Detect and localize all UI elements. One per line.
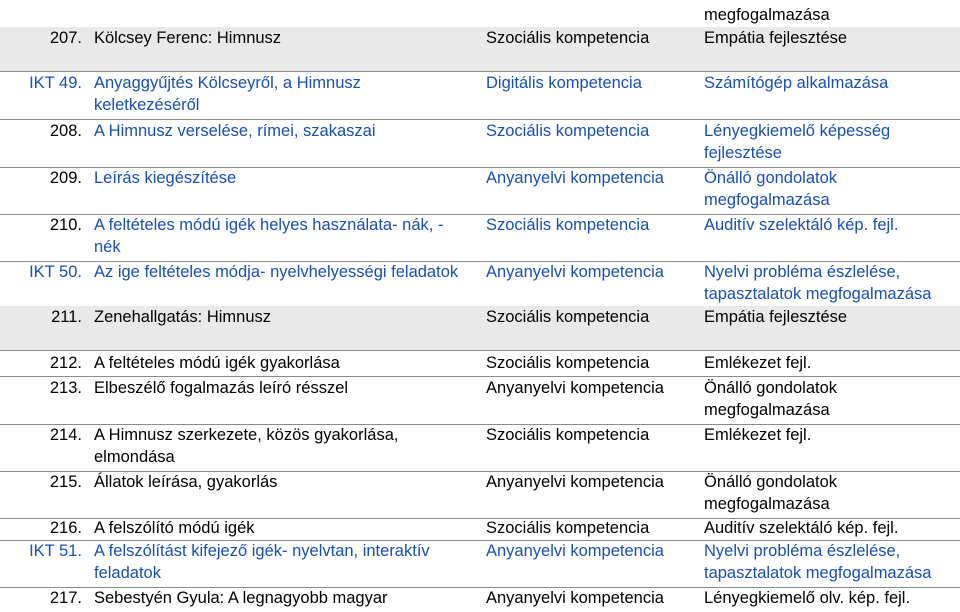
development-goal: Auditív szelektáló kép. fejl. [704, 519, 899, 537]
lesson-number: 216. [49, 519, 82, 537]
development-goal: Auditív szelektáló kép. fejl. [704, 216, 899, 234]
competence: Szociális kompetencia [486, 519, 650, 537]
lesson-title: A felszólítást kifejező igék- nyelvtan, interaktív feladatok [94, 542, 430, 582]
lesson-title: A feltételes módú igék gyakorlása [94, 354, 340, 372]
development-goal: megfogalmazása [704, 6, 830, 24]
competence: Szociális kompetencia [486, 122, 650, 140]
lesson-title: A felszólító módú igék [94, 519, 255, 537]
table-row [0, 587, 960, 612]
lesson-number: IKT 51. [29, 542, 82, 560]
lesson-number: 210. [49, 216, 82, 234]
lesson-title: Leírás kiegészítése [94, 169, 237, 187]
lesson-number: 211. [51, 308, 82, 326]
lesson-title: A Himnusz verselése, rímei, szakaszai [94, 122, 376, 140]
development-goal: Nyelvi probléma észlelése, tapasztalatok megfogalmazása [704, 542, 932, 582]
development-goal: Számítógép alkalmazása [704, 74, 889, 92]
table-row [0, 471, 960, 518]
lesson-number: IKT 49. [29, 74, 82, 92]
lesson-number: 209. [49, 169, 82, 187]
table-row [0, 352, 960, 376]
lesson-title: Zenehallgatás: Himnusz [94, 308, 272, 326]
competence: Szociális kompetencia [486, 29, 650, 47]
development-goal: Empátia fejlesztése [704, 308, 848, 326]
lesson-number: 214. [49, 426, 82, 444]
competence: Szociális kompetencia [486, 426, 650, 444]
table-row [0, 377, 960, 424]
table-row [0, 27, 960, 71]
competence: Anyanyelvi kompetencia [486, 589, 664, 607]
table-row [0, 261, 960, 308]
table-row [0, 120, 960, 167]
competence: Digitális kompetencia [486, 74, 642, 92]
lesson-title: Sebestyén Gyula: A legnagyobb magyar [94, 589, 388, 607]
lesson-title: A feltételes módú igék helyes használata- nák, -nék [94, 216, 444, 256]
development-goal: Emlékezet fejl. [704, 354, 812, 372]
competence: Anyanyelvi kompetencia [486, 263, 664, 281]
table-row [0, 424, 960, 471]
lesson-title: Kölcsey Ferenc: Himnusz [94, 29, 282, 47]
development-goal: Lényegkiemelő olv. kép. fejl. [704, 589, 911, 607]
row-separator [0, 350, 960, 351]
competence: Szociális kompetencia [486, 354, 650, 372]
development-goal: Önálló gondolatok megfogalmazása [704, 473, 838, 513]
lesson-title: Anyaggyűjtés Kölcseyről, a Himnusz keletkezéséről [94, 74, 361, 114]
table-row [0, 306, 960, 350]
table-row [0, 72, 960, 119]
lesson-number: IKT 50. [29, 263, 82, 281]
development-goal: Empátia fejlesztése [704, 29, 848, 47]
development-goal: Önálló gondolatok megfogalmazása [704, 379, 838, 419]
competence: Anyanyelvi kompetencia [486, 169, 664, 187]
lesson-title: A Himnusz szerkezete, közös gyakorlása, elmondása [94, 426, 399, 466]
lesson-title: Elbeszélő fogalmazás leíró résszel [94, 379, 349, 397]
lesson-number: 212. [49, 354, 82, 372]
table-row [0, 4, 960, 28]
development-goal: Lényegkiemelő képesség fejlesztése [704, 122, 891, 162]
competence: Szociális kompetencia [486, 308, 650, 326]
competence: Szociális kompetencia [486, 216, 650, 234]
lesson-title: Állatok leírása, gyakorlás [94, 473, 278, 491]
development-goal: Önálló gondolatok megfogalmazása [704, 169, 838, 209]
lesson-title: Az ige feltételes módja- nyelvhelyességi feladatok [94, 263, 459, 281]
table-row [0, 167, 960, 214]
development-goal: Emlékezet fejl. [704, 426, 812, 444]
table-row [0, 540, 960, 587]
lesson-number: 217. [49, 589, 82, 607]
lesson-number: 213. [49, 379, 82, 397]
lesson-number: 215. [49, 473, 82, 491]
competence: Anyanyelvi kompetencia [486, 542, 664, 560]
competence: Anyanyelvi kompetencia [486, 379, 664, 397]
development-goal: Nyelvi probléma észlelése, tapasztalatok megfogalmazása [704, 263, 932, 303]
competence: Anyanyelvi kompetencia [486, 473, 664, 491]
table-row [0, 517, 960, 541]
table-row [0, 214, 960, 261]
lesson-number: 208. [49, 122, 82, 140]
lesson-number: 207. [49, 29, 82, 47]
